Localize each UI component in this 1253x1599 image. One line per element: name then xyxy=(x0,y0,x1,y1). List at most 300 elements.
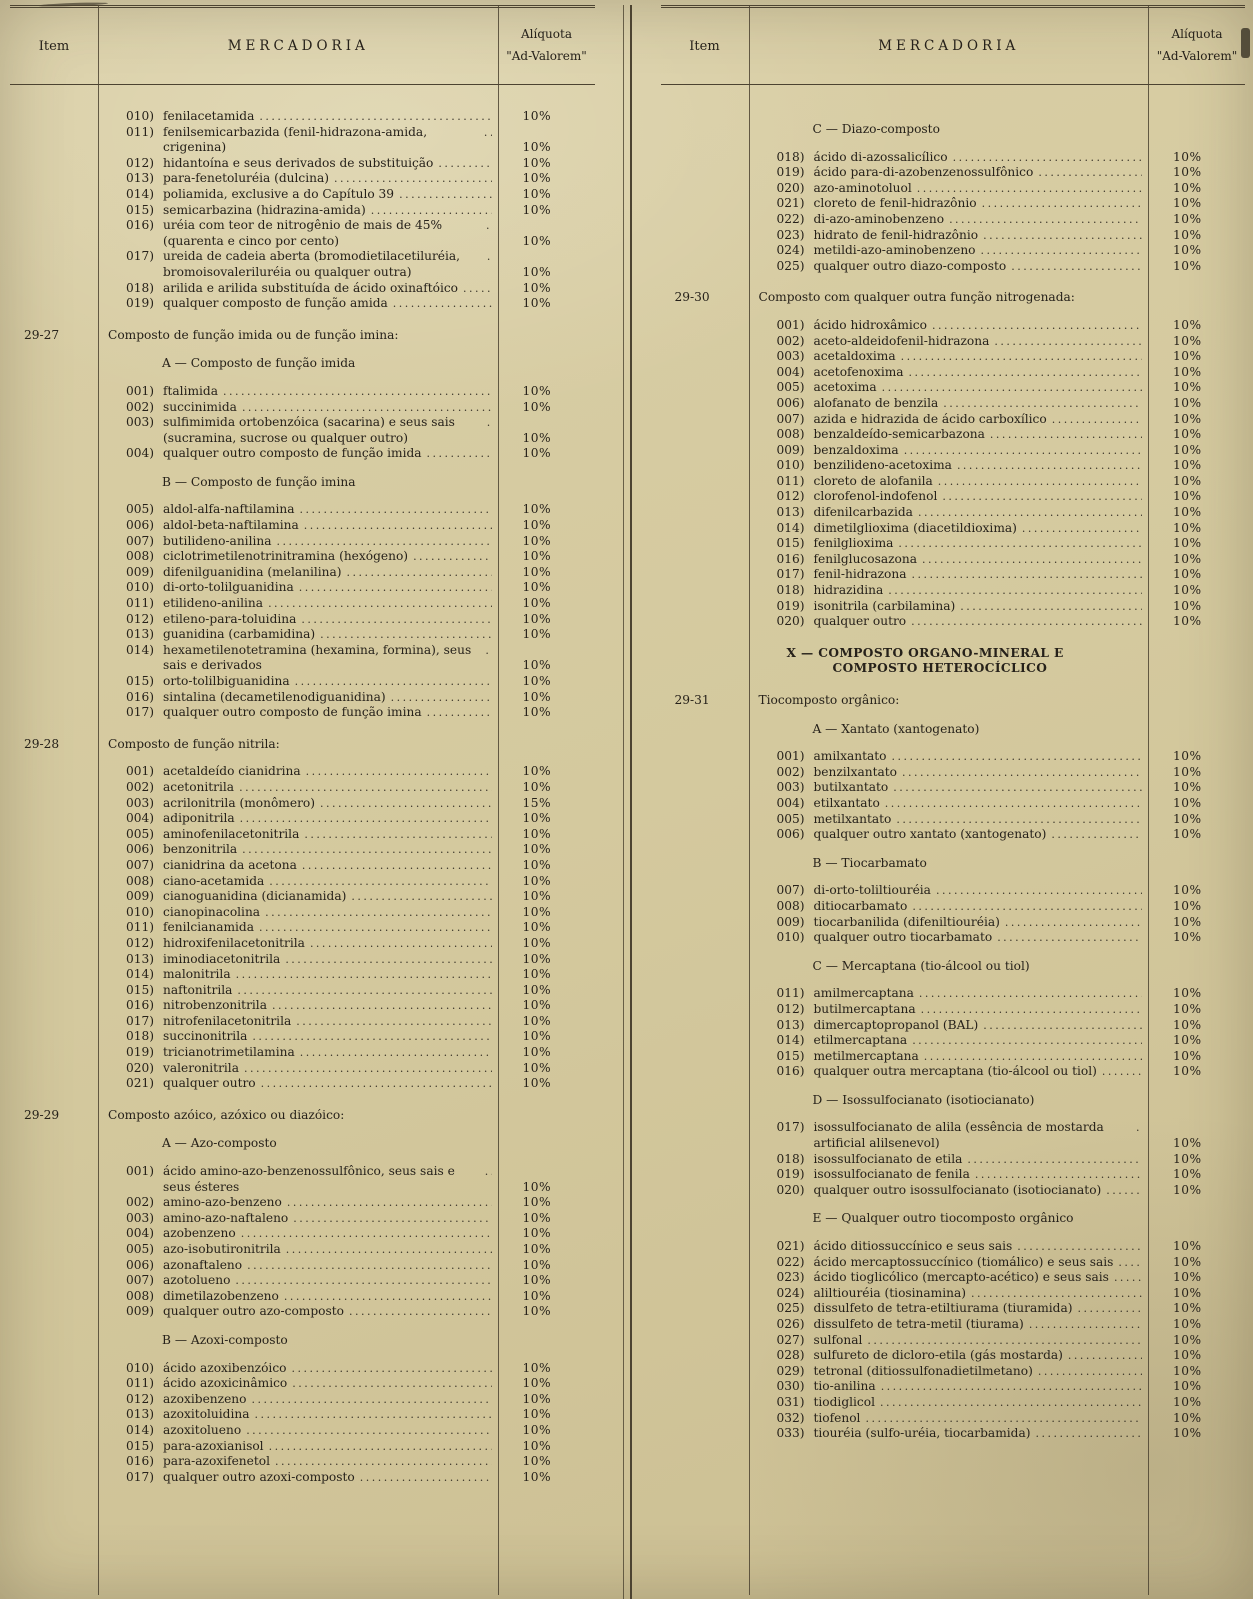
mercadoria-cell xyxy=(749,1239,1150,1255)
rate-value: 10% xyxy=(1173,395,1202,410)
rate-value: 10% xyxy=(1173,211,1202,226)
rate-value: 10% xyxy=(1173,442,1202,457)
rate-cell xyxy=(499,1439,595,1455)
entry-code: 016) xyxy=(126,1454,155,1469)
rate-value: 10% xyxy=(522,1360,552,1375)
rate-cell xyxy=(1149,986,1245,1002)
rate-value: 10% xyxy=(522,779,552,794)
entry-text: aminofenilacetonitrila xyxy=(163,826,300,841)
subgroup-title: B — Azoxi-composto xyxy=(162,1332,288,1347)
mercadoria-cell xyxy=(98,1014,499,1030)
mercadoria-cell xyxy=(98,1029,499,1045)
entry-text: difenilcarbazida xyxy=(813,505,913,520)
rate-cell xyxy=(499,400,595,416)
entry-text: semicarbazina (hidrazina-amida) xyxy=(163,202,366,217)
entry-text: tiodiglicol xyxy=(813,1394,875,1409)
mercadoria-cell xyxy=(749,915,1150,931)
item-number-cell xyxy=(661,812,749,828)
item-number-cell xyxy=(661,765,749,781)
item-number-cell xyxy=(661,1395,749,1411)
mercadoria-cell xyxy=(98,983,499,999)
rate-cell xyxy=(1149,1002,1245,1018)
item-number-cell xyxy=(661,749,749,765)
mercadoria-cell xyxy=(98,952,499,968)
rate-value: 10% xyxy=(1173,364,1202,379)
dot-leader xyxy=(268,596,491,612)
rate-value: 10% xyxy=(522,140,552,155)
rate-cell xyxy=(1149,1183,1245,1199)
dot-leader xyxy=(292,1376,491,1392)
entry-code: 002) xyxy=(126,779,155,794)
rate-cell xyxy=(1149,883,1245,899)
dot-leader xyxy=(1114,1270,1142,1286)
rate-cell xyxy=(1149,1049,1245,1065)
rate-cell xyxy=(499,827,595,843)
entry-code: 015) xyxy=(776,1048,805,1063)
entry-code: 001) xyxy=(126,383,155,398)
mercadoria-cell xyxy=(749,749,1150,765)
item-number-cell xyxy=(10,811,98,827)
entry-code: 011) xyxy=(126,1376,155,1391)
entry-code: 011) xyxy=(776,986,805,1001)
entry-code: 017) xyxy=(126,1013,155,1028)
dot-leader xyxy=(310,936,492,952)
subgroup-title: D — Isossulfocianato (isotiocianato) xyxy=(812,1092,1035,1107)
rate-cell xyxy=(1149,1167,1245,1183)
dot-leader xyxy=(300,502,492,518)
entry-text: succinimida xyxy=(163,399,237,414)
mercadoria-cell xyxy=(749,614,1150,630)
mercadoria-cell xyxy=(98,1361,499,1377)
rate-cell xyxy=(499,796,595,812)
dot-leader xyxy=(1038,165,1142,181)
rate-value: 10% xyxy=(1173,258,1202,273)
entry-text: azida e hidrazida de ácido carboxílico xyxy=(813,411,1047,426)
subgroup-title: B — Composto de função imina xyxy=(162,474,356,489)
entry-text: hidroxifenilacetonitrila xyxy=(163,935,305,950)
entry-text: benzaldoxima xyxy=(813,442,899,457)
item-number-cell xyxy=(10,356,98,372)
entry-code: 020) xyxy=(776,614,805,629)
rate-cell xyxy=(499,281,595,297)
entry-text: butilideno-anilina xyxy=(163,533,272,548)
rate-value: 10% xyxy=(1173,780,1202,795)
entry-code: 017) xyxy=(776,567,805,582)
mercadoria-cell xyxy=(749,1183,1150,1199)
entry-code: 016) xyxy=(776,551,805,566)
rate-value: 10% xyxy=(522,399,552,414)
entry-text: cianoguanidina (dicianamida) xyxy=(163,889,347,904)
item-number-cell xyxy=(10,1454,98,1470)
rate-cell xyxy=(499,1076,595,1092)
dot-leader xyxy=(299,580,492,596)
rate-value: 10% xyxy=(522,1469,552,1484)
item-number-cell xyxy=(661,567,749,583)
dot-leader xyxy=(371,203,492,219)
rate-cell xyxy=(499,612,595,628)
rate-value: 10% xyxy=(1173,458,1202,473)
dot-leader xyxy=(255,1407,492,1423)
dot-leader xyxy=(983,1018,1142,1034)
item-number-cell xyxy=(661,796,749,812)
dot-leader xyxy=(240,811,492,827)
item-number-cell xyxy=(10,218,98,249)
item-number-cell xyxy=(661,646,749,677)
entry-code: 024) xyxy=(776,243,805,258)
rate-cell xyxy=(499,518,595,534)
rate-value: 10% xyxy=(522,857,552,872)
rate-value: 10% xyxy=(522,689,552,704)
dot-leader xyxy=(898,536,1142,552)
dot-leader xyxy=(269,1439,492,1455)
rate-value: 10% xyxy=(522,873,552,888)
entry-text: qualquer outro isossulfocianato (isotiocianato) xyxy=(813,1182,1102,1197)
mercadoria-cell xyxy=(749,474,1150,490)
subgroup-title: A — Composto de função imida xyxy=(162,356,356,371)
entry-code: 010) xyxy=(776,930,805,945)
dot-leader xyxy=(904,443,1142,459)
entry-code: 005) xyxy=(126,502,155,517)
entry-text: acetoxima xyxy=(813,380,877,395)
item-number-cell xyxy=(10,1242,98,1258)
item-number-cell xyxy=(661,536,749,552)
item-number-cell xyxy=(661,196,749,212)
mercadoria-cell xyxy=(749,567,1150,583)
rate-value: 10% xyxy=(522,1179,552,1194)
mercadoria-cell xyxy=(98,518,499,534)
entry-text: clorofenol-indofenol xyxy=(813,489,938,504)
rate-value: 10% xyxy=(522,430,552,445)
rate-cell xyxy=(1149,243,1245,259)
entry-text: ureida de cadeia aberta (bromodietilacetiluréia, bromoisovaleriluréia ou qualquer outra) xyxy=(163,249,461,279)
entry-text: guanidina (carbamidina) xyxy=(163,627,316,642)
dot-leader xyxy=(427,446,492,462)
entry-code: 008) xyxy=(776,427,805,442)
rate-cell xyxy=(1149,749,1245,765)
entry-text: isossulfocianato de fenila xyxy=(813,1167,970,1182)
entry-text: poliamida, exclusive a do Capítulo 39 xyxy=(163,186,395,201)
item-number-cell xyxy=(661,599,749,615)
item-number-cell xyxy=(661,349,749,365)
entry-code: 030) xyxy=(776,1379,805,1394)
rate-value: 10% xyxy=(1173,1379,1202,1394)
dot-leader xyxy=(360,1470,492,1486)
entry-text: tiofenol xyxy=(813,1410,861,1425)
entry-code: 013) xyxy=(776,505,805,520)
rate-value: 10% xyxy=(522,296,552,311)
entry-text: tiocarbanilida (difeniltiouréia) xyxy=(813,914,1000,929)
dot-leader xyxy=(997,930,1142,946)
mercadoria-cell xyxy=(98,780,499,796)
dot-leader xyxy=(487,249,492,265)
rate-cell xyxy=(1149,1317,1245,1333)
item-number-cell xyxy=(10,889,98,905)
mercadoria-cell xyxy=(749,396,1150,412)
entry-code: 018) xyxy=(126,280,155,295)
dot-leader xyxy=(1029,1317,1142,1333)
mercadoria-cell xyxy=(98,475,499,491)
mercadoria-cell xyxy=(749,765,1150,781)
mercadoria-cell xyxy=(98,502,499,518)
entry-text: sulfimimida ortobenzóica (sacarina) e seus sais (sucramina, sucrose ou qualquer outro) xyxy=(163,415,455,445)
item-number-cell xyxy=(661,1255,749,1271)
rate-cell xyxy=(1149,427,1245,443)
item-number-cell xyxy=(661,899,749,915)
mercadoria-cell xyxy=(749,349,1150,365)
item-number-cell xyxy=(661,505,749,521)
dot-leader xyxy=(919,986,1142,1002)
dot-leader xyxy=(261,1076,492,1092)
entry-code: 009) xyxy=(126,564,155,579)
entry-text: di-azo-aminobenzeno xyxy=(813,211,945,226)
rate-cell xyxy=(1149,1364,1245,1380)
item-number-cell xyxy=(10,384,98,400)
entry-text: di-orto-tolilguanidina xyxy=(163,580,294,595)
column-header-item: Item xyxy=(689,38,720,54)
mercadoria-cell xyxy=(749,150,1150,166)
entry-text: acetaldeído cianidrina xyxy=(163,764,301,779)
entry-code: 002) xyxy=(776,333,805,348)
entry-text: fenilsemicarbazida (fenil-hidrazona-amida, crigenina) xyxy=(163,124,428,155)
rate-cell xyxy=(499,580,595,596)
mercadoria-cell xyxy=(98,218,499,249)
mercadoria-cell xyxy=(98,842,499,858)
subgroup-title: B — Tiocarbamato xyxy=(812,855,927,870)
mercadoria-cell xyxy=(98,1195,499,1211)
dot-leader xyxy=(247,1258,491,1274)
mercadoria-cell xyxy=(98,967,499,983)
rate-cell xyxy=(1149,1348,1245,1364)
mercadoria-cell xyxy=(749,181,1150,197)
item-number-cell xyxy=(661,165,749,181)
rate-value: 10% xyxy=(522,705,552,720)
entry-text: qualquer outro composto de função imina xyxy=(163,705,422,720)
item-number-cell xyxy=(661,122,749,138)
entry-code: 017) xyxy=(126,1469,155,1484)
dot-leader xyxy=(932,318,1142,334)
item-number-cell xyxy=(661,150,749,166)
rate-cell xyxy=(499,156,595,172)
dot-leader xyxy=(880,1395,1142,1411)
rate-value: 10% xyxy=(1173,180,1202,195)
rate-cell xyxy=(1149,181,1245,197)
item-number-cell xyxy=(10,780,98,796)
entry-text: malonitrila xyxy=(163,967,231,982)
mercadoria-cell xyxy=(98,203,499,219)
mercadoria-cell xyxy=(749,212,1150,228)
mercadoria-cell xyxy=(98,187,499,203)
rate-value: 10% xyxy=(1173,1001,1202,1016)
entry-text: acrilonitrila (monômero) xyxy=(163,795,315,810)
rate-value: 10% xyxy=(1173,349,1202,364)
dot-leader xyxy=(1118,1255,1142,1271)
rate-cell xyxy=(1149,599,1245,615)
dot-leader xyxy=(244,1061,492,1077)
dot-leader xyxy=(957,458,1142,474)
item-number-cell xyxy=(10,643,98,674)
item-number-cell xyxy=(661,412,749,428)
rate-cell xyxy=(499,967,595,983)
entry-text: di-orto-toliltiouréia xyxy=(813,883,931,898)
item-number-cell xyxy=(10,125,98,156)
rate-cell xyxy=(1149,396,1245,412)
rate-cell xyxy=(1149,318,1245,334)
mercadoria-cell xyxy=(98,549,499,565)
rate-cell xyxy=(499,1195,595,1211)
entry-text: metildi-azo-aminobenzeno xyxy=(813,243,976,258)
mercadoria-cell xyxy=(749,1286,1150,1302)
entry-text: qualquer outra mercaptana (tio-álcool ou tiol) xyxy=(813,1064,1097,1079)
rate-cell xyxy=(499,764,595,780)
item-number-cell xyxy=(661,489,749,505)
rate-cell xyxy=(1149,930,1245,946)
entry-text: hidantoína e seus derivados de substituição xyxy=(163,155,434,170)
mercadoria-cell xyxy=(749,599,1150,615)
entry-code: 017) xyxy=(126,705,155,720)
entry-code: 003) xyxy=(126,415,155,430)
entry-text: isossulfocianato de etila xyxy=(813,1151,963,1166)
rate-value: 10% xyxy=(1173,489,1202,504)
rate-cell xyxy=(499,1061,595,1077)
rate-value: 10% xyxy=(522,1060,552,1075)
mercadoria-cell xyxy=(98,400,499,416)
entry-text: metilmercaptana xyxy=(813,1048,919,1063)
dot-leader xyxy=(287,1195,492,1211)
item-number-cell xyxy=(10,690,98,706)
entry-text: butilxantato xyxy=(813,780,889,795)
item-number-cell xyxy=(10,187,98,203)
entry-code: 009) xyxy=(126,1304,155,1319)
entry-text: ácido ditiossuccínico e seus sais xyxy=(813,1239,1013,1254)
dot-leader xyxy=(936,883,1142,899)
rate-cell xyxy=(499,596,595,612)
rate-cell xyxy=(499,203,595,219)
group-title: Tiocomposto orgânico: xyxy=(758,693,900,707)
item-number-cell xyxy=(10,171,98,187)
rate-cell xyxy=(499,1242,595,1258)
entry-text: qualquer outro composto de função imida xyxy=(163,446,422,461)
entry-text: azoxibenzeno xyxy=(163,1391,247,1406)
item-number-cell xyxy=(10,1392,98,1408)
entry-text: fenilglioxima xyxy=(813,536,894,551)
mercadoria-cell xyxy=(749,1364,1150,1380)
entry-text: ácido di-azossalicílico xyxy=(813,149,948,164)
mercadoria-cell xyxy=(98,1211,499,1227)
dot-leader xyxy=(296,1014,491,1030)
column-header-aliquota xyxy=(499,24,595,67)
mercadoria-cell xyxy=(98,1376,499,1392)
rate-value: 10% xyxy=(1173,1064,1202,1079)
entry-text: benzaldeído-semicarbazona xyxy=(813,427,985,442)
entry-code: 002) xyxy=(776,764,805,779)
item-number-cell xyxy=(661,1167,749,1183)
rate-value: 10% xyxy=(1173,811,1202,826)
entry-text: ditiocarbamato xyxy=(813,898,908,913)
item-number-cell xyxy=(10,842,98,858)
entry-code: 019) xyxy=(126,1045,155,1060)
divider-rule-thin xyxy=(623,5,624,1599)
rate-value: 10% xyxy=(522,171,552,186)
rate-cell xyxy=(499,1361,595,1377)
entry-text: cloreto de fenil-hidrazônio xyxy=(813,196,977,211)
entry-code: 003) xyxy=(126,1210,155,1225)
mercadoria-cell xyxy=(98,446,499,462)
dot-leader xyxy=(301,612,491,628)
item-number-cell xyxy=(10,534,98,550)
entry-text: ácido amino-azo-benzenossulfônico, seus sais e seus ésteres xyxy=(163,1164,455,1194)
rate-cell xyxy=(499,705,595,721)
entry-code: 018) xyxy=(776,1151,805,1166)
item-number-cell xyxy=(661,181,749,197)
entry-text: qualquer outro azo-composto xyxy=(163,1304,344,1319)
rate-value: 10% xyxy=(1173,1270,1202,1285)
rate-cell xyxy=(499,983,595,999)
entry-code: 021) xyxy=(126,1076,155,1091)
rate-cell xyxy=(499,1180,595,1196)
entry-text: tiouréia (sulfo-uréia, tiocarbamida) xyxy=(813,1426,1031,1441)
rate-cell xyxy=(499,1304,595,1320)
item-number-cell xyxy=(661,427,749,443)
rate-value: 10% xyxy=(522,1013,552,1028)
dot-leader xyxy=(953,150,1142,166)
dot-leader xyxy=(967,1152,1142,1168)
rate-value: 10% xyxy=(1173,898,1202,913)
dot-leader xyxy=(252,1029,491,1045)
dot-leader xyxy=(223,384,492,400)
entry-text: amino-azo-naftaleno xyxy=(163,1210,289,1225)
rate-value: 10% xyxy=(1173,1301,1202,1316)
mercadoria-cell xyxy=(749,1270,1150,1286)
rate-value: 10% xyxy=(1173,1348,1202,1363)
mercadoria-cell xyxy=(98,384,499,400)
mercadoria-cell xyxy=(98,874,499,890)
dot-leader xyxy=(485,643,491,659)
mercadoria-cell xyxy=(98,858,499,874)
dot-leader xyxy=(867,1333,1142,1349)
entry-code: 021) xyxy=(776,1239,805,1254)
dot-leader xyxy=(259,109,491,125)
entry-code: 005) xyxy=(776,380,805,395)
entry-text: cianidrina da acetona xyxy=(163,857,297,872)
mercadoria-cell xyxy=(749,856,1150,872)
rate-value: 10% xyxy=(522,202,552,217)
entry-text: succinonitrila xyxy=(163,1029,248,1044)
dot-leader xyxy=(912,567,1142,583)
entry-code: 007) xyxy=(126,1273,155,1288)
rate-cell xyxy=(1149,827,1245,843)
mercadoria-cell xyxy=(98,811,499,827)
mercadoria-cell xyxy=(98,580,499,596)
rate-cell xyxy=(1149,552,1245,568)
rate-value: 10% xyxy=(522,920,552,935)
mercadoria-cell xyxy=(749,196,1150,212)
item-number-cell xyxy=(661,856,749,872)
rate-cell xyxy=(499,842,595,858)
rate-cell xyxy=(1149,228,1245,244)
entry-text: qualquer outro xantato (xantogenato) xyxy=(813,827,1047,842)
dot-leader xyxy=(975,1167,1142,1183)
mercadoria-cell xyxy=(749,1120,1150,1151)
rate-cell xyxy=(1149,474,1245,490)
subgroup-title: E — Qualquer outro tiocomposto orgânico xyxy=(812,1211,1074,1226)
entry-text: dissulfeto de tetra-metil (tiurama) xyxy=(813,1317,1024,1331)
entry-text: azoxitolueno xyxy=(163,1422,242,1437)
item-number: 29-31 xyxy=(674,693,710,707)
entry-text: sulfureto de dicloro-etila (gás mostarda) xyxy=(813,1348,1063,1363)
rate-cell xyxy=(499,187,595,203)
dot-leader xyxy=(285,952,491,968)
entry-code: 012) xyxy=(776,489,805,504)
